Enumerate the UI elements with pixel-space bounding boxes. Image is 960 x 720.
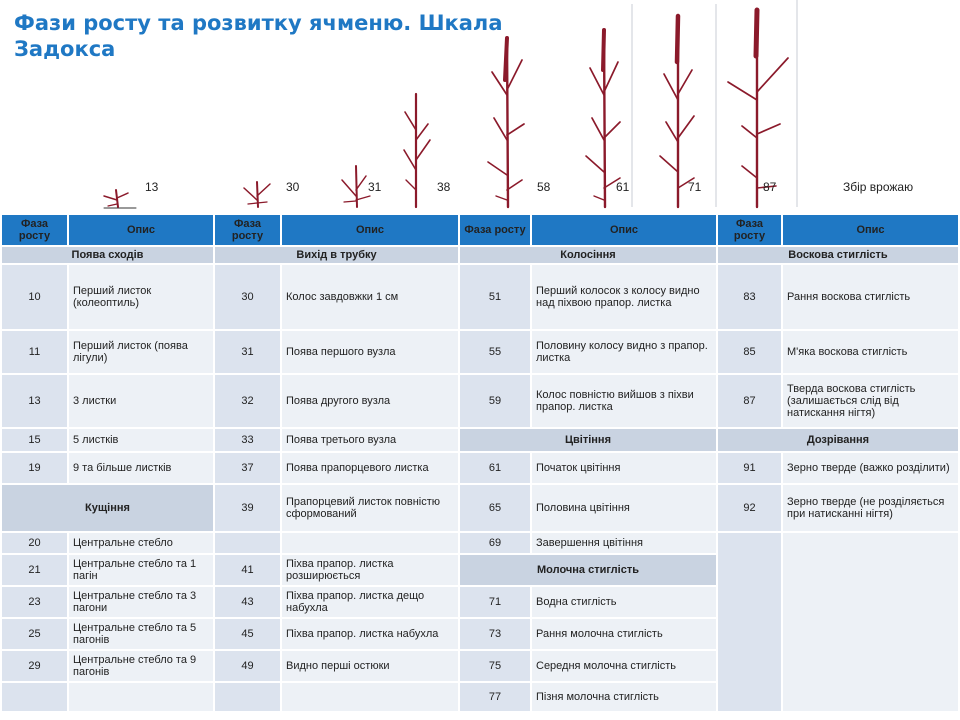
stage-desc: Центральне стебло xyxy=(68,532,214,554)
stage-desc: Центральне стебло та 1 пагін xyxy=(68,554,214,586)
stage-desc: Поява третього вузла xyxy=(281,428,459,452)
plant-stage-87-icon xyxy=(728,10,788,207)
section-wax-ripeness: Воскова стиглість xyxy=(717,246,959,264)
stage-code: 20 xyxy=(1,532,68,554)
empty-cell xyxy=(281,532,459,554)
stage-desc: Поява першого вузла xyxy=(281,330,459,374)
stage-desc: Половину колосу видно з прапор. листка xyxy=(531,330,717,374)
header-desc: Опис xyxy=(281,214,459,246)
stage-code: 23 xyxy=(1,586,68,618)
stage-desc: Піхва прапор. листка набухла xyxy=(281,618,459,650)
section-milk-ripeness: Молочна стиглість xyxy=(459,554,717,586)
stage-code: 31 xyxy=(214,330,281,374)
stage-label-38: 38 xyxy=(437,180,451,194)
stage-code: 33 xyxy=(214,428,281,452)
empty-cell xyxy=(782,532,959,712)
stage-desc: Пізня молочна стиглість xyxy=(531,682,717,712)
stage-code: 73 xyxy=(459,618,531,650)
section-heading: Колосіння xyxy=(459,246,717,264)
empty-cell xyxy=(214,682,281,712)
stage-code: 43 xyxy=(214,586,281,618)
harvest-label: Збір врожаю xyxy=(843,180,914,194)
stage-code: 11 xyxy=(1,330,68,374)
plant-stage-61-icon xyxy=(586,30,620,207)
stage-desc: Зерно тверде (важко розділити) xyxy=(782,452,959,484)
header-code: Фаза росту xyxy=(1,214,68,246)
stage-desc: Піхва прапор. листка дещо набухла xyxy=(281,586,459,618)
stage-label-61: 61 xyxy=(616,180,630,194)
stage-code: 49 xyxy=(214,650,281,682)
stage-code: 21 xyxy=(1,554,68,586)
stage-code: 45 xyxy=(214,618,281,650)
stage-desc: Завершення цвітіння xyxy=(531,532,717,554)
stage-desc: Половина цвітіння xyxy=(531,484,717,532)
header-code: Фаза росту xyxy=(717,214,782,246)
plant-stage-30-icon xyxy=(244,182,270,207)
stage-desc: Колос повністю вийшов з піхви прапор. листка xyxy=(531,374,717,428)
stage-code: 25 xyxy=(1,618,68,650)
stage-desc: Центральне стебло та 5 пагонів xyxy=(68,618,214,650)
stage-desc: Колос завдовжки 1 см xyxy=(281,264,459,330)
table-row xyxy=(1,532,959,554)
stage-label-71: 71 xyxy=(688,180,702,194)
stage-code: 37 xyxy=(214,452,281,484)
stage-code: 77 xyxy=(459,682,531,712)
table-row xyxy=(1,428,959,452)
section-emergence: Поява сходів xyxy=(1,246,214,264)
stage-code: 41 xyxy=(214,554,281,586)
table-header-row xyxy=(1,214,959,246)
stage-desc: Рання молочна стиглість xyxy=(531,618,717,650)
stage-desc: Початок цвітіння xyxy=(531,452,717,484)
plant-stage-31-icon xyxy=(342,166,370,207)
header-desc: Опис xyxy=(782,214,959,246)
stage-code: 19 xyxy=(1,452,68,484)
stage-desc: Перший листок (поява лігули) xyxy=(68,330,214,374)
empty-cell xyxy=(1,682,68,712)
stage-desc: Піхва прапор. листка розширюється xyxy=(281,554,459,586)
stage-label-31: 31 xyxy=(368,180,382,194)
stage-desc: Зерно тверде (не розділяється при натисканні нігтя) xyxy=(782,484,959,532)
stage-label-87: 87 xyxy=(763,180,777,194)
stage-code: 92 xyxy=(717,484,782,532)
stage-code: 69 xyxy=(459,532,531,554)
stage-code: 30 xyxy=(214,264,281,330)
table-row xyxy=(1,246,959,264)
stage-desc: М'яка воскова стиглість xyxy=(782,330,959,374)
plant-stage-13-icon xyxy=(104,190,136,208)
empty-cell xyxy=(281,682,459,712)
stage-label-13: 13 xyxy=(145,180,159,194)
stage-code: 15 xyxy=(1,428,68,452)
header-code: Фаза росту xyxy=(214,214,281,246)
stage-label-30: 30 xyxy=(286,180,300,194)
stage-desc: 9 та більше листків xyxy=(68,452,214,484)
section-ripening: Дозрівання xyxy=(717,428,959,452)
zadoks-scale-table xyxy=(0,213,960,713)
empty-cell xyxy=(68,682,214,712)
stage-code: 29 xyxy=(1,650,68,682)
stage-desc: 5 листків xyxy=(68,428,214,452)
stage-code: 13 xyxy=(1,374,68,428)
stage-label-58: 58 xyxy=(537,180,551,194)
table-row xyxy=(1,452,959,484)
stage-code: 61 xyxy=(459,452,531,484)
stage-code: 87 xyxy=(717,374,782,428)
plant-stage-58-icon xyxy=(488,38,524,207)
plant-stage-38-icon xyxy=(404,94,430,207)
stage-desc: Поява прапорцевого листка xyxy=(281,452,459,484)
stage-desc: Перший листок (колеоптиль) xyxy=(68,264,214,330)
stage-desc: Центральне стебло та 9 пагонів xyxy=(68,650,214,682)
section-stem-elongation: Вихід в трубку xyxy=(214,246,459,264)
stage-code: 75 xyxy=(459,650,531,682)
stage-desc: Тверда воскова стиглість (залишається слід від натискання нігтя) xyxy=(782,374,959,428)
empty-cell xyxy=(214,532,281,554)
stage-code: 51 xyxy=(459,264,531,330)
table-row xyxy=(1,484,959,532)
stage-code: 10 xyxy=(1,264,68,330)
section-flowering: Цвітіння xyxy=(459,428,717,452)
stage-desc: Середня молочна стиглість xyxy=(531,650,717,682)
stage-desc: Поява другого вузла xyxy=(281,374,459,428)
page-title: Фази росту та розвитку ячменю. Шкала Задокса xyxy=(14,11,503,61)
stage-desc: 3 листки xyxy=(68,374,214,428)
stage-desc: Прапорцевий листок повністю сформований xyxy=(281,484,459,532)
stage-code: 91 xyxy=(717,452,782,484)
growth-stage-illustration xyxy=(0,0,960,213)
stage-code: 83 xyxy=(717,264,782,330)
stage-code: 39 xyxy=(214,484,281,532)
stage-code: 55 xyxy=(459,330,531,374)
stage-desc: Центральне стебло та 3 пагони xyxy=(68,586,214,618)
plant-stage-71-icon xyxy=(660,16,694,207)
section-tillering: Кущіння xyxy=(1,484,214,532)
stage-desc: Перший колосок з колосу видно над піхвою прапор. листка xyxy=(531,264,717,330)
stage-code: 71 xyxy=(459,586,531,618)
stage-code: 85 xyxy=(717,330,782,374)
header-desc: Опис xyxy=(531,214,717,246)
table-row xyxy=(1,330,959,374)
empty-cell xyxy=(717,532,782,712)
stage-desc: Рання воскова стиглість xyxy=(782,264,959,330)
stage-code: 65 xyxy=(459,484,531,532)
table-row xyxy=(1,264,959,330)
stage-code: 32 xyxy=(214,374,281,428)
table-row xyxy=(1,374,959,428)
header-desc: Опис xyxy=(68,214,214,246)
stage-desc: Видно перші остюки xyxy=(281,650,459,682)
header-code: Фаза росту xyxy=(459,214,531,246)
stage-code: 59 xyxy=(459,374,531,428)
stage-desc: Водна стиглість xyxy=(531,586,717,618)
